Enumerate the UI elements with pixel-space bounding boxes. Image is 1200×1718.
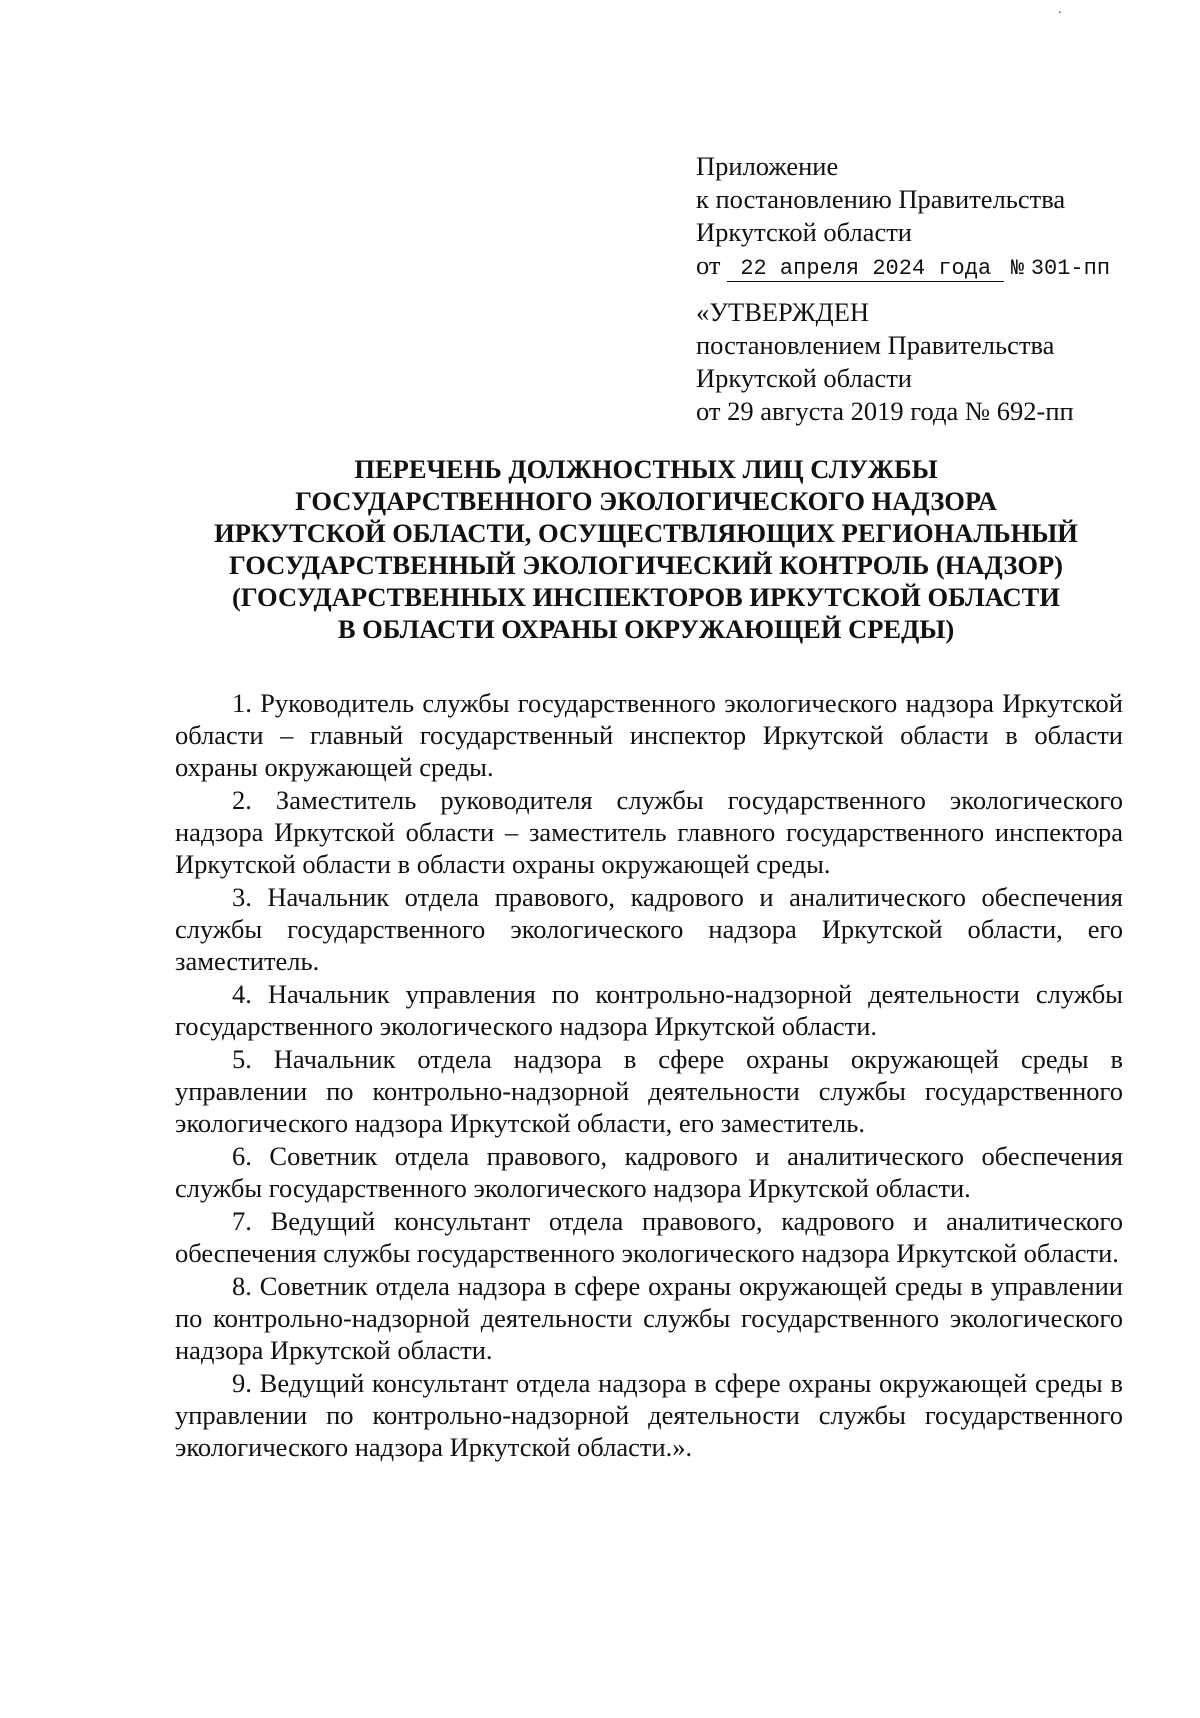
appendix-date-line: [696, 249, 1110, 285]
list-item: 3. Начальник отдела правового, кадрового и аналитического обеспечения службы государственного экологического надзора Иркутской области, его заместитель.: [175, 882, 1123, 976]
approved-by: постановлением Правительства: [696, 330, 1055, 360]
appendix-to-resolution: к постановлению Правительства: [696, 184, 1066, 214]
list-item: 6. Советник отдела правового, кадрового и аналитического обеспечения службы государственного экологического надзора Иркутской области.: [175, 1141, 1123, 1203]
list-item: 1. Руководитель службы государственного экологического надзора Иркутской области – главный государственный инспектор Иркутской области в области охраны окружающей среды.: [175, 688, 1123, 782]
title-line: (ГОСУДАРСТВЕННЫХ ИНСПЕКТОРОВ ИРКУТСКОЙ ОБЛАСТИ: [232, 582, 1060, 612]
number-filled: 301-пп: [1030, 256, 1111, 281]
document-title: [160, 453, 1132, 645]
scan-dot: .: [1058, 2, 1062, 17]
list-item: 8. Советник отдела надзора в сфере охраны окружающей среды в управлении по контрольно-надзорной деятельности службы государственного экологического надзора Иркутской области.: [175, 1271, 1123, 1365]
date-filled: 22 апреля 2024 года: [727, 256, 1004, 282]
approved-label: «УТВЕРЖДЕН: [696, 297, 870, 327]
list-item: 7. Ведущий консультант отдела правового, кадрового и аналитического обеспечения службы государственного экологического надзора Иркутской области.: [175, 1206, 1123, 1268]
approved-region: Иркутской области: [696, 363, 912, 393]
appendix-region: Иркутской области: [696, 217, 912, 247]
list-body: [175, 687, 1123, 1464]
title-line: ПЕРЕЧЕНЬ ДОЛЖНОСТНЫХ ЛИЦ СЛУЖБЫ: [354, 454, 938, 484]
approved-block: [696, 296, 1074, 428]
title-line: В ОБЛАСТИ ОХРАНЫ ОКРУЖАЮЩЕЙ СРЕДЫ): [337, 614, 955, 644]
list-item: 4. Начальник управления по контрольно-надзорной деятельности службы государственного экологического надзора Иркутской области.: [175, 979, 1123, 1041]
approved-date: от 29 августа 2019 года № 692-пп: [696, 396, 1074, 426]
number-sign: №: [1010, 256, 1025, 281]
title-line: ГОСУДАРСТВЕННОГО ЭКОЛОГИЧЕСКОГО НАДЗОРА: [295, 486, 997, 516]
list-item: 5. Начальник отдела надзора в сфере охраны окружающей среды в управлении по контрольно-надзорной деятельности службы государственного экологического надзора Иркутской области, его заместитель.: [175, 1044, 1123, 1138]
title-line: ГОСУДАРСТВЕННЫЙ ЭКОЛОГИЧЕСКИЙ КОНТРОЛЬ (НАДЗОР): [229, 550, 1063, 580]
list-item: 9. Ведущий консультант отдела надзора в сфере охраны окружающей среды в управлении по контрольно-надзорной деятельности службы государственного экологического надзора Иркутской области.».: [175, 1368, 1123, 1462]
list-item: 2. Заместитель руководителя службы государственного экологического надзора Иркутской области – заместитель главного государственного инспектора Иркутской области в области охраны окружающей среды.: [175, 785, 1123, 879]
appendix-label: Приложение: [696, 151, 839, 181]
date-prefix: от: [696, 250, 721, 280]
title-line: ИРКУТСКОЙ ОБЛАСТИ, ОСУЩЕСТВЛЯЮЩИХ РЕГИОНАЛЬНЫЙ: [214, 518, 1078, 548]
appendix-block: [696, 150, 1110, 285]
